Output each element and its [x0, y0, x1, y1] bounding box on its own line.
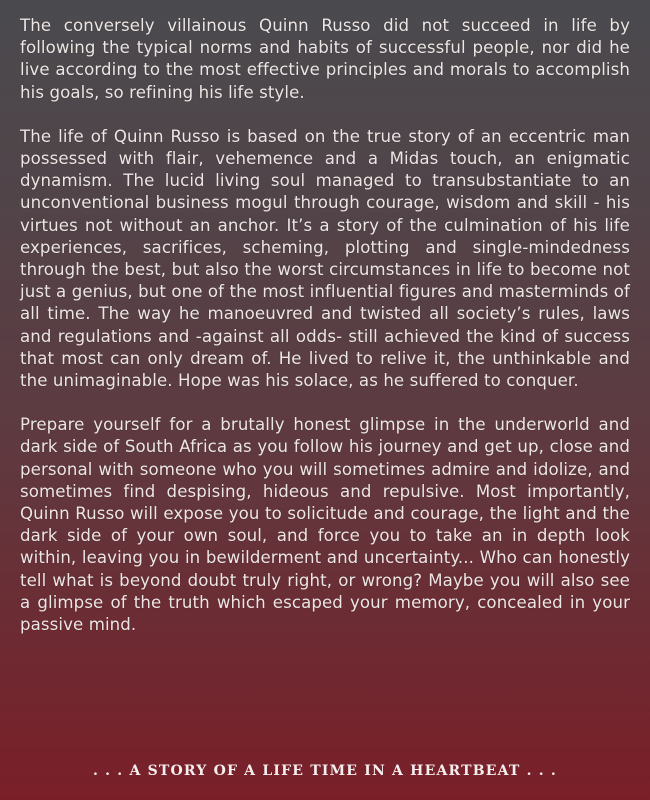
blurb-text — [20, 15, 630, 636]
blurb-paragraph-2: The life of Quinn Russo is based on the true story of an eccentric man possessed with flair, vehemence and a Midas touch, an enigmatic dynamism. The lucid living soul managed to transubstantiate to an unconventional business mogul through courage, wisdom and skill - his virtues not without an anchor. It’s a story of the culmination of his life experiences, sacrifices, scheming, plotting and single-mindedness through the best, but also the worst circumstances in life to become not just a genius, but one of the most influential figures and masterminds of all time. The way he manoeuvred and twisted all society’s rules, laws and regulations and -against all odds- still achieved the kind of success that most can only dream of. He lived to relive it, the unthinkable and the unimaginable. Hope was his solace, as he suffered to conquer. — [20, 126, 630, 391]
blurb-paragraph-3: Prepare yourself for a brutally honest glimpse in the underworld and dark side of South Africa as you follow his journey and get up, close and personal with someone who you will sometimes admire and idolize, and sometimes find despising, hideous and repulsive. Most importantly, Quinn Russo will expose you to solicitude and courage, the light and the dark side of your own soul, and force you to take an in depth look within, leaving you in bewilderment and uncertainty... Who can honestly tell what is beyond doubt truly right, or wrong? Maybe you will also see a glimpse of the truth which escaped your memory, concealed in your passive mind. — [20, 415, 630, 635]
blurb-paragraph-1: The conversely villainous Quinn Russo did not succeed in life by following the typical norms and habits of successful people, nor did he live according to the most effective principles and morals to accomplish his goals, so refining his life style. — [20, 16, 630, 102]
tagline: . . . A STORY OF A LIFE TIME IN A HEARTBEAT . . . — [93, 763, 557, 779]
